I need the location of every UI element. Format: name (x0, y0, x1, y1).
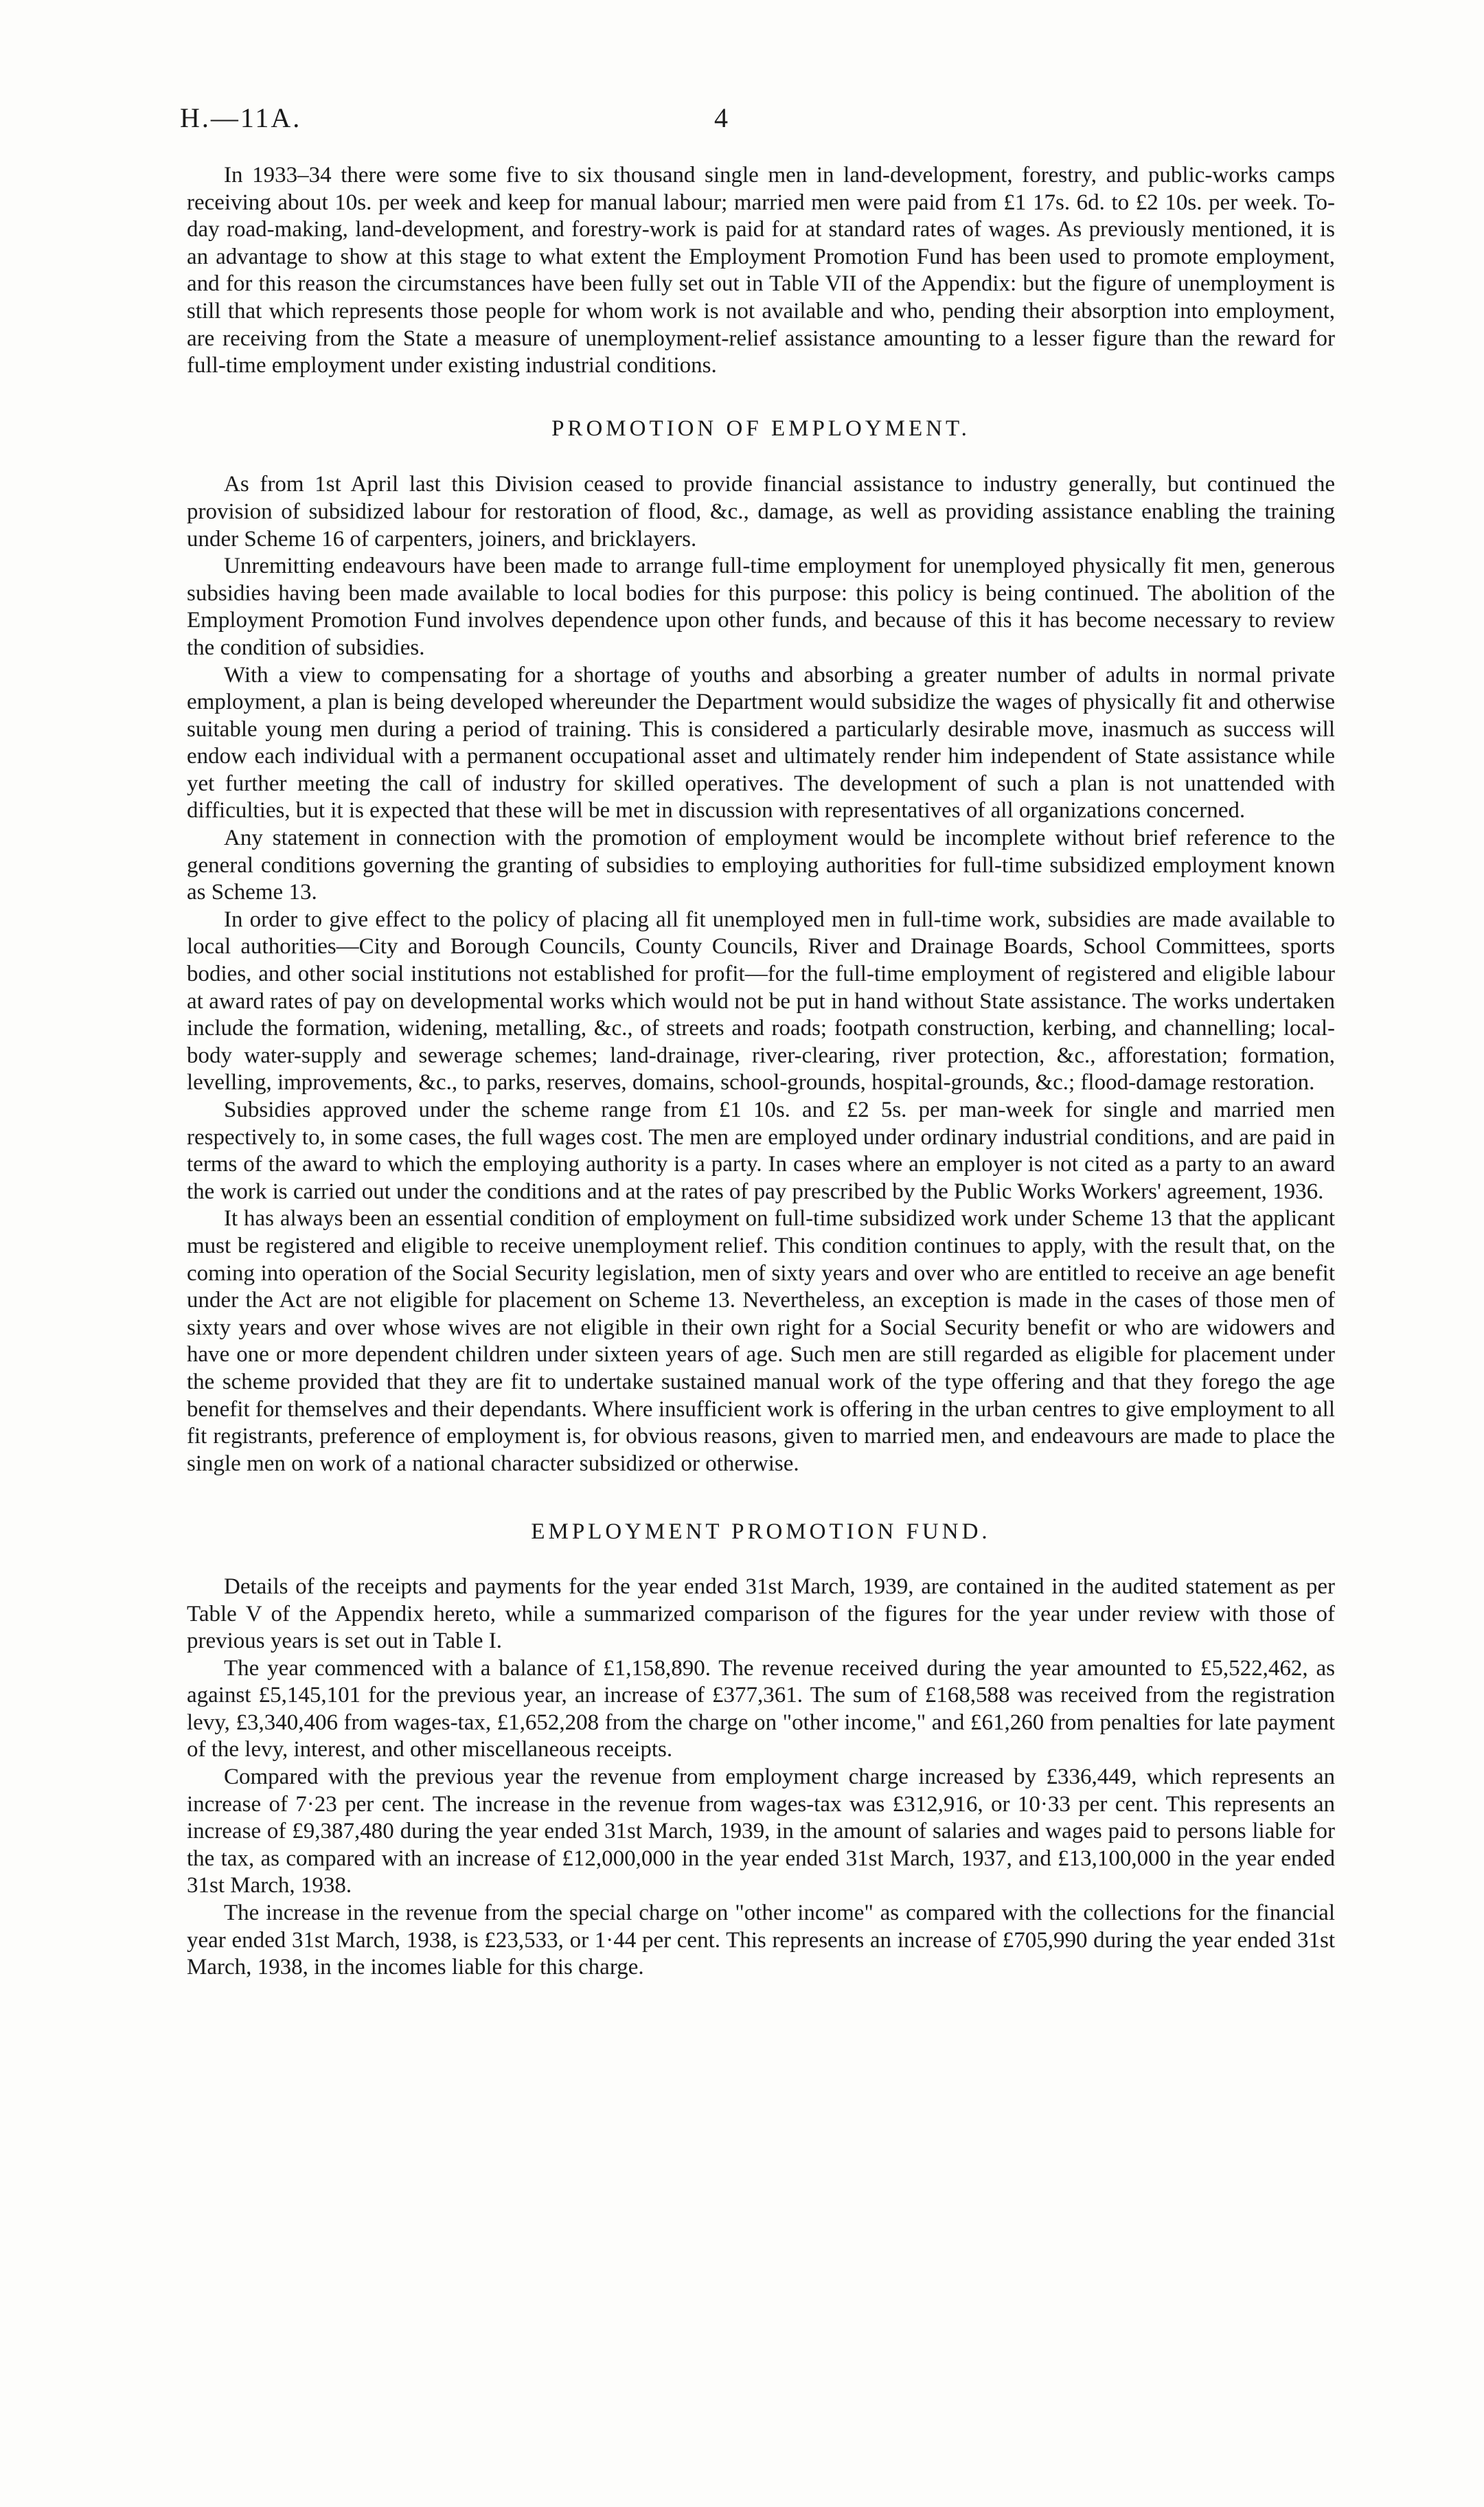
paragraph: In order to give effect to the policy of placing all fit unemployed men in full-time work, subsidies are made available to local authorities—City and Borough Councils, County Councils, River and Drainage Boards, School Committees, sports bodies, and other social institutions not established for profit—for the full-time employment of registered and eligible labour at award rates of pay on developmental works which would not be put in hand without State assistance. The works undertaken include the formation, widening, metalling, &c., of streets and roads; footpath construction, kerbing, and channelling; local-body water-supply and sewerage schemes; land-drainage, river-clearing, river protection, &c., afforestation; formation, levelling, improvements, &c., to parks, reserves, domains, school-grounds, hospital-grounds, &c.; flood-damage restoration. (187, 907, 1335, 1096)
paragraph: Any statement in connection with the promotion of employment would be incomplete without brief reference to the general conditions governing the granting of subsidies to employing authorities for full-time subsidized employment known as Scheme 13. (187, 826, 1335, 905)
paragraph: Compared with the previous year the revenue from employment charge increased by £336,449, which represents an increase of 7·23 per cent. The increase in the revenue from wages-tax was £312,916, or 10·33 per cent. This represents an increase of £9,387,480 during the year ended 31st March, 1939, in the amount of salaries and wages paid to persons liable for the tax, as compared with an increase of £12,000,000 in the year ended 31st March, 1937, and £13,100,000 in the year ended 31st March, 1938. (187, 1765, 1335, 1898)
paragraph: The increase in the revenue from the special charge on "other income" as compared with the collections for the financial year ended 31st March, 1938, is £23,533, or 1·44 per cent. This represents an increase of £705,990 during the year ended 31st March, 1938, in the incomes liable for this charge. (187, 1901, 1335, 1980)
paragraph: Unremitting endeavours have been made to arrange full-time employment for unemployed physically fit men, generous subsidies having been made available to local bodies for this purpose: this policy is being continued. The abolition of the Employment Promotion Fund involves dependence upon other funds, and because of this it has become necessary to review the condition of subsidies. (187, 554, 1335, 660)
section-heading-promotion: PROMOTION OF EMPLOYMENT. (551, 416, 970, 441)
page-number: 4 (714, 102, 728, 133)
page-header (0, 102, 1484, 143)
document-body (187, 162, 1335, 1982)
paragraph: The year commenced with a balance of £1,158,890. The revenue received during the year amounted to £5,522,462, as against £5,145,101 for the previous year, an increase of £377,361. The sum of £168,588 was received from the registration levy, £3,340,406 from wages-tax, £1,652,208 from the charge on "other income," and £61,260 from penalties for late payment of the levy, interest, and other miscellaneous receipts. (187, 1655, 1335, 1762)
section-heading-fund: EMPLOYMENT PROMOTION FUND. (531, 1519, 991, 1545)
intro-paragraph: In 1933–34 there were some five to six thousand single men in land-development, forestry, and public-works camps receiving about 10s. per week and keep for manual labour; married men were paid from £1 17s. 6d. to £2 10s. per week. To-day road-making, land-development, and forestry-work is paid for at standard rates of wages. As previously mentioned, it is an advantage to show at this stage to what extent the Employment Promotion Fund has been used to promote employment, and for this reason the circumstances have been fully set out in Table VII of the Appendix: but the figure of unemployment is still that which represents those people for whom work is not available and who, pending their absorption into employment, are receiving from the State a measure of unemployment-relief assistance amounting to a lesser figure than the reward for full-time employment under existing industrial conditions. (187, 163, 1335, 378)
paragraph: With a view to compensating for a shortage of youths and absorbing a greater number of adults in normal private employment, a plan is being developed whereunder the Department would subsidize the wages of physically fit and otherwise suitable young men during a period of training. This is considered a particularly desirable move, inasmuch as success will endow each individual with a permanent occupational asset and ultimately render him independent of State assistance while yet further meeting the call of industry for skilled operatives. The development of such a plan is not unattended with difficulties, but it is expected that these will be met in discussion with representatives of all organizations concerned. (187, 662, 1335, 824)
paragraph: Details of the receipts and payments for the year ended 31st March, 1939, are contained in the audited statement as per Table V of the Appendix hereto, while a summarized comparison of the figures for the year under review with those of previous years is set out in Table I. (187, 1574, 1335, 1654)
paragraph: It has always been an essential condition of employment on full-time subsidized work under Scheme 13 that the applicant must be registered and eligible to receive unemployment relief. This condition continues to apply, with the result that, on the coming into operation of the Social Security legislation, men of sixty years and over who are entitled to receive an age benefit under the Act are not eligible for placement on Scheme 13. Nevertheless, an exception is made in the cases of those men of sixty years and over whose wives are not eligible in their own right for a Social Security benefit or who are widowers and have one or more dependent children under sixteen years of age. Such men are still regarded as eligible for placement under the scheme provided that they are fit to undertake sustained manual work of the type offering and that they forego the age benefit for themselves and their dependants. Where insufficient work is offering in the urban centres to give employment to all fit registrants, preference of employment is, for obvious reasons, given to married men, and endeavours are made to place the single men on work of a national character subsidized or otherwise. (187, 1206, 1335, 1476)
document-code: H.—11A. (180, 102, 302, 133)
paragraph: Subsidies approved under the scheme range from £1 10s. and £2 5s. per man-week for single and married men respectively to, in some cases, the full wages cost. The men are employed under ordinary industrial conditions, and are paid in terms of the award to which the employing authority is a party. In cases where an employer is not cited as a party to an award the work is carried out under the conditions and at the rates of pay prescribed by the Public Works Workers' agreement, 1936. (187, 1098, 1335, 1204)
paragraph: As from 1st April last this Division ceased to provide financial assistance to industry generally, but continued the provision of subsidized labour for restoration of flood, &c., damage, as well as providing assistance enabling the training under Scheme 16 of carpenters, joiners, and bricklayers. (187, 472, 1335, 552)
